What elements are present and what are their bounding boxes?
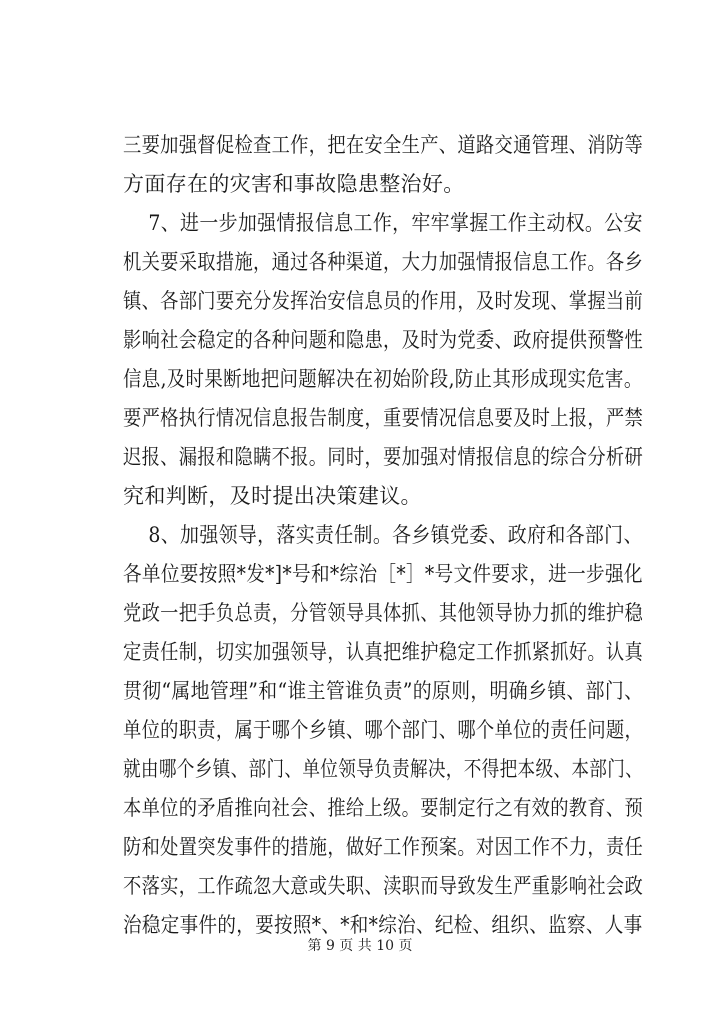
text-line: 定责任制，切实加强领导，认真把维护稳定工作抓紧抓好。认真 (123, 640, 644, 664)
text-line: 7、进一步加强情报信息工作，牢牢掌握工作主动权。公安 (123, 211, 643, 235)
text-line: 机关要采取措施，通过各种渠道，大力加强情报信息工作。各乡 (123, 250, 644, 274)
page-footer: 第 9 页 共 10 页 (307, 938, 413, 954)
text-line: 三要加强督促检查工作，把在安全生产、道路交通管理、消防等 (123, 133, 644, 157)
text-line: 要严格执行情况信息报告制度，重要情况信息要及时上报，严禁 (123, 406, 644, 430)
text-line: 8、加强领导，落实责任制。各乡镇党委、政府和各部门、 (123, 523, 643, 547)
text-line: 防和处置突发事件的措施，做好工作预案。对因工作不力，责任 (123, 835, 644, 859)
text-line: 本单位的矛盾推向社会、推给上级。要制定行之有效的教育、预 (123, 796, 644, 820)
text-line: 就由哪个乡镇、部门、单位领导负责解决，不得把本级、本部门、 (123, 757, 644, 781)
text-line: 各单位要按照*发*]*号和*综治［*］*号文件要求，进一步强化 (123, 562, 643, 586)
text-line: 究和判断，及时提出决策建议。 (123, 484, 422, 508)
text-line: 影响社会稳定的各种问题和隐患，及时为党委、政府提供预警性 (123, 328, 644, 352)
text-line: 单位的职责，属于哪个乡镇、哪个部门、哪个单位的责任问题， (123, 718, 644, 742)
text-line: 不落实，工作疏忽大意或失职、渎职而导致发生严重影响社会政 (123, 874, 644, 898)
text-line: 迟报、漏报和隐瞒不报。同时，要加强对情报信息的综合分析研 (123, 445, 644, 469)
text-line: 贯彻“属地管理”和“谁主管谁负责”的原则，明确乡镇、部门、 (123, 679, 644, 703)
text-line: 方面存在的灾害和事故隐患整治好。 (123, 172, 465, 196)
text-line: 治稳定事件的，要按照*、*和*综治、纪检、组织、监察、人事 (123, 913, 643, 937)
text-line: 党政一把手负总责，分管领导具体抓、其他领导协力抓的维护稳 (123, 601, 644, 625)
text-line: 信息,及时果断地把问题解决在初始阶段,防止其形成现实危害。 (123, 367, 643, 391)
text-line: 镇、各部门要充分发挥治安信息员的作用，及时发现、掌握当前 (123, 289, 644, 313)
